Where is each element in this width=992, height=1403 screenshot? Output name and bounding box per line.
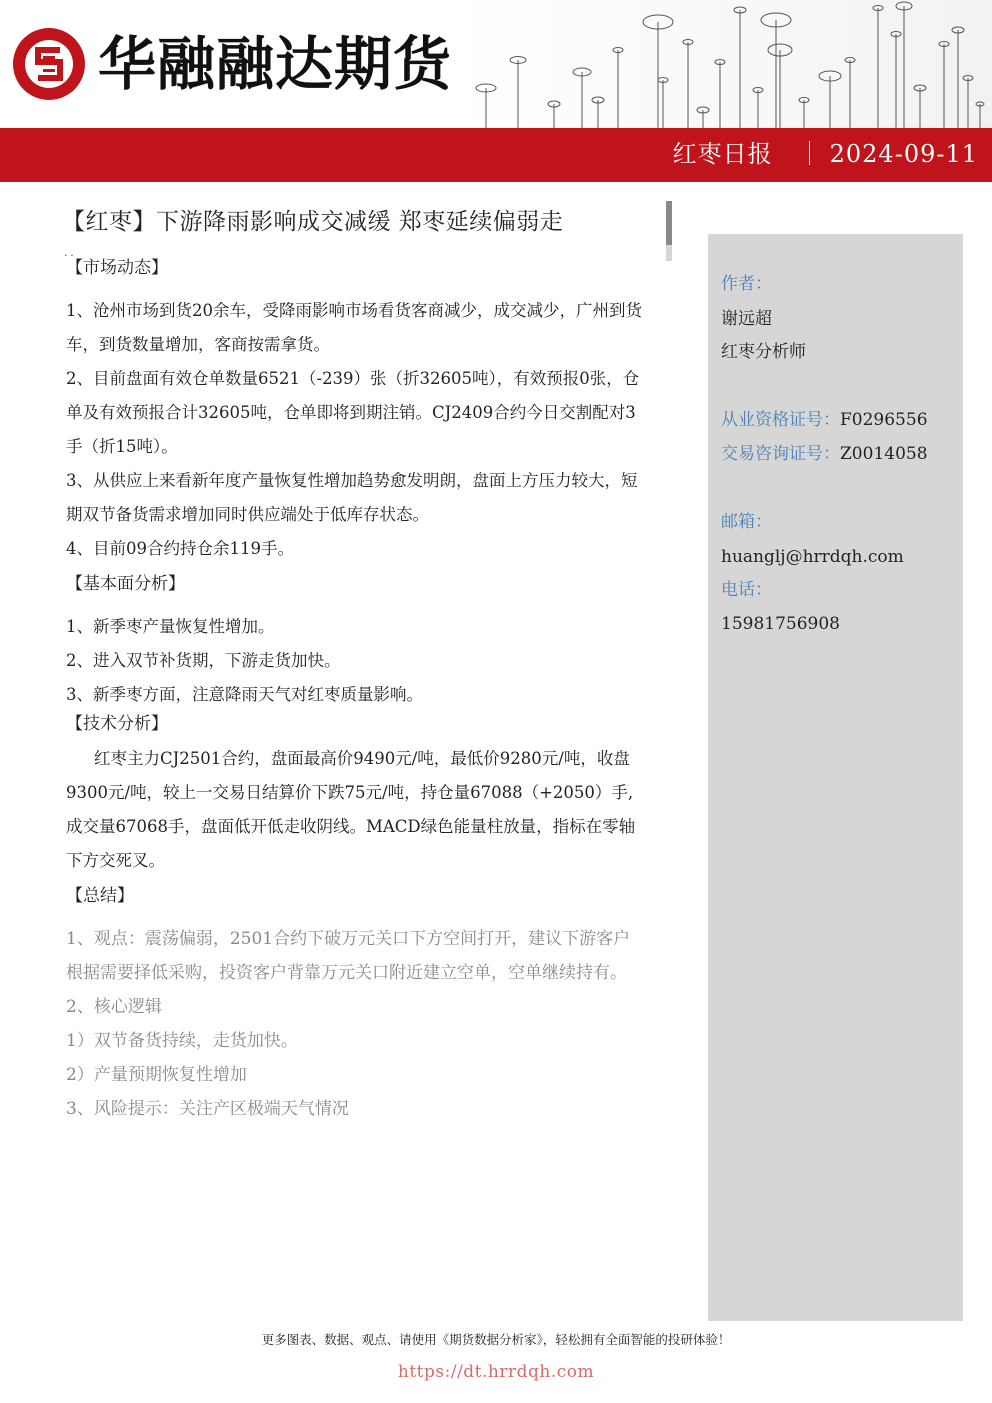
decorative-pattern: [458, 0, 992, 128]
advisory-row: [721, 442, 928, 466]
license-row: [721, 408, 928, 432]
author-sidebar: [708, 234, 963, 1321]
footer-link[interactable]: https://dt.hrrdqh.com: [397, 1362, 595, 1382]
technical-heading: 【技术分析】: [66, 714, 168, 734]
report-body: [66, 256, 646, 1126]
market-heading: 【市场动态】: [66, 258, 168, 278]
summary-line: 2、核心逻辑: [66, 997, 162, 1017]
market-paragraph: 2、目前盘面有效仓单数量6521（-239）张（折32605吨），有效预报0张，仓单及有效预报合计32605吨，仓单即将到期注销。CJ2409合约今日交割配对3手（折15吨）。: [66, 369, 640, 456]
page-header: [0, 0, 992, 128]
phone-label: 电话：: [721, 580, 772, 600]
summary-line: 1）双节备货持续，走货加快。: [66, 1031, 298, 1051]
title-marker-light: [666, 245, 672, 261]
fundamental-paragraph: 3、新季枣方面，注意降雨天气对红枣质量影响。: [66, 685, 423, 704]
hrrd-logo-icon: [10, 25, 88, 103]
summary-line: 3、风险提示：关注产区极端天气情况: [66, 1099, 349, 1119]
stray-dots: . .: [64, 248, 74, 259]
title-marker: [666, 201, 672, 245]
email-label: 邮箱：: [721, 512, 772, 532]
report-date: 2024-09-11: [829, 140, 978, 168]
fundamental-paragraph: 1、新季枣产量恢复性增加。: [66, 617, 275, 636]
email-value[interactable]: huanglj@hrrdqh.com: [721, 547, 904, 567]
advisory-value: Z0014058: [840, 444, 928, 464]
market-paragraph: 4、目前09合约持仓余119手。: [66, 539, 294, 558]
technical-paragraph: 红枣主力CJ2501合约，盘面最高价9490元/吨，最低价9280元/吨，收盘9300元/吨，较上一交易日结算价下跌75元/吨，持仓量67088（+2050）手,成交量67068手，盘面低开低走收阴线。MACD绿色能量柱放量，指标在零轴下方交死叉。: [66, 749, 636, 870]
author-label: 作者：: [721, 274, 772, 294]
license-value: F0296556: [840, 410, 928, 430]
report-banner: [0, 128, 992, 182]
footer-promo: 更多图表、数据、观点、请使用《期货数据分析家》，轻松拥有全面智能的投研体验！: [261, 1332, 731, 1347]
brand-name: 华融融达期货: [98, 30, 453, 98]
report-type: 红枣日报: [672, 140, 773, 168]
summary-line: 2）产量预期恢复性增加: [66, 1065, 247, 1085]
market-paragraph: 3、从供应上来看新年度产量恢复性增加趋势愈发明朗，盘面上方压力较大，短期双节备货需求增加同时供应端处于低库存状态。: [66, 471, 638, 524]
fundamental-heading: 【基本面分析】: [66, 574, 185, 594]
summary-heading: 【总结】: [66, 886, 134, 906]
license-label: 从业资格证号：: [721, 410, 840, 430]
author-title: 红枣分析师: [721, 342, 806, 362]
summary-line: 1、观点：震荡偏弱，2501合约下破万元关口下方空间打开，建议下游客户根据需要择低采购，投资客户背靠万元关口附近建立空单，空单继续持有。: [66, 929, 631, 983]
phone-value: 15981756908: [721, 614, 840, 634]
market-paragraph: 1、沧州市场到货20余车，受降雨影响市场看货客商减少，成交减少，广州到货车，到货数量增加，客商按需拿货。: [66, 301, 642, 354]
banner-divider: [809, 141, 810, 165]
advisory-label: 交易咨询证号：: [721, 444, 840, 464]
fundamental-paragraph: 2、进入双节补货期，下游走货加快。: [66, 651, 341, 670]
report-title: 【红枣】下游降雨影响成交减缓 郑枣延续偏弱走: [62, 209, 564, 235]
author-name: 谢远超: [721, 309, 772, 329]
